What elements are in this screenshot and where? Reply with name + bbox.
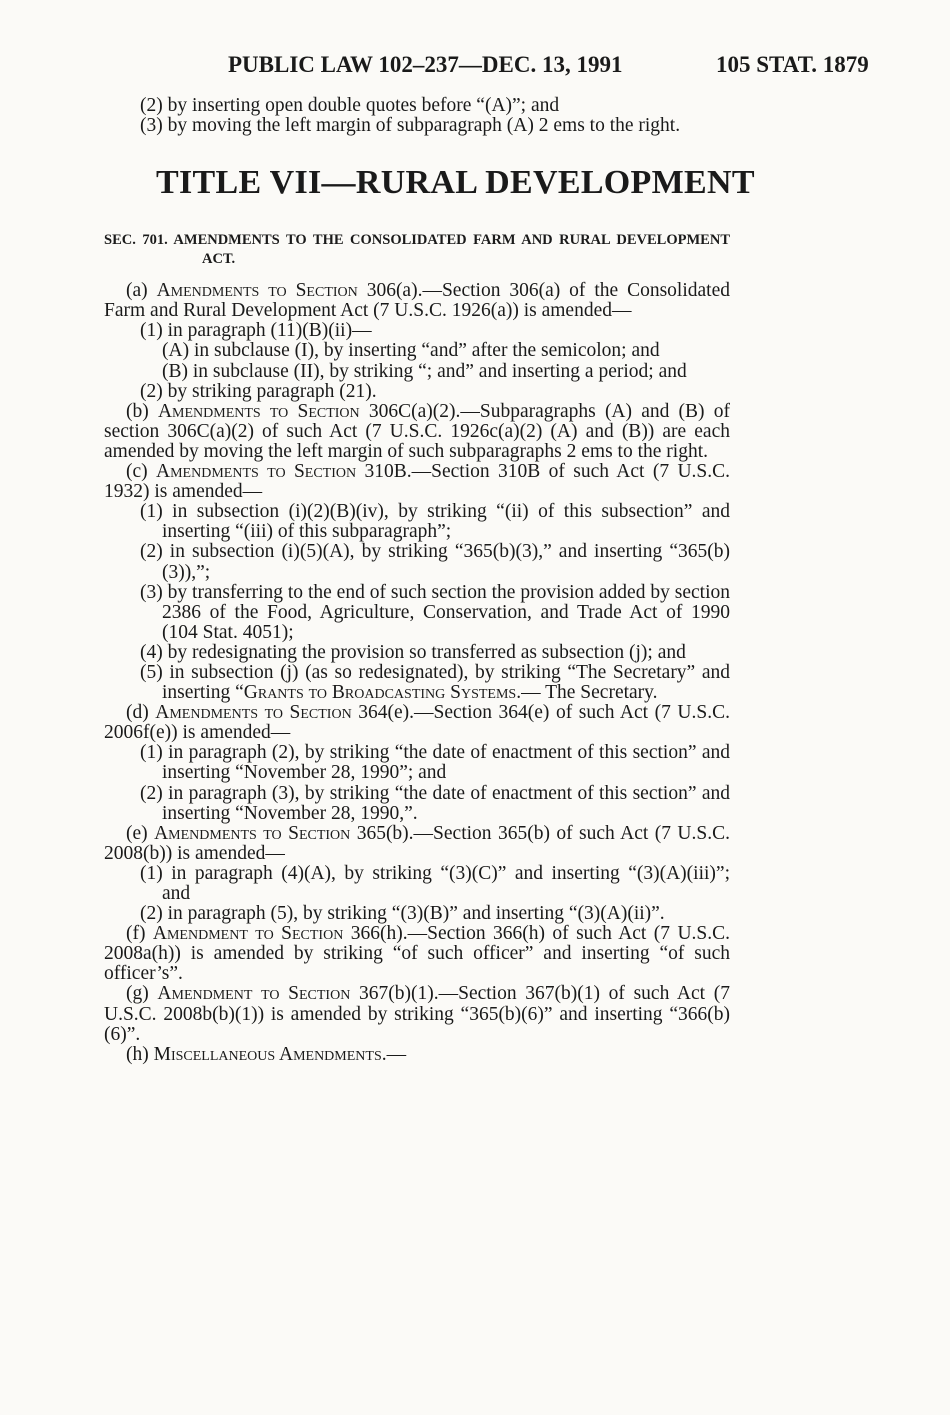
- subsection-b: [104, 402, 730, 462]
- subsection-e-label: (e): [126, 822, 155, 844]
- subsection-c-paragraph-3: (3) by transferring to the end of such section the provision added by section 2386 of the Food, Agriculture, Conservation, and Trade Act of 1990 (104 Stat. 4051);: [140, 581, 730, 643]
- running-head-stat-page: 105 STAT. 1879: [716, 52, 869, 77]
- subsection-g-label: (g): [126, 983, 158, 1005]
- subsection-e-paragraph-2: (2) in paragraph (5), by striking “(3)(B)” and inserting “(3)(A)(ii)”.: [140, 903, 665, 925]
- subsection-d: [104, 703, 730, 743]
- subsection-e-paragraph-1: (1) in paragraph (4)(A), by striking “(3)(C)” and inserting “(3)(A)(iii)”; and: [140, 862, 730, 904]
- subsection-a-label: (a): [126, 280, 157, 302]
- subsection-g: [104, 984, 730, 1044]
- subsection-a-paragraph-1: (1) in paragraph (11)(B)(ii)—: [140, 320, 372, 342]
- subsection-c-paragraph-4: (4) by redesignating the provision so transferred as subsection (j); and: [140, 641, 686, 663]
- subsection-d-paragraph-2: (2) in paragraph (3), by striking “the date of enactment of this section” and inserting “November 28, 1990,”.: [140, 782, 730, 824]
- subsection-b-label: (b): [126, 400, 158, 422]
- paragraph-3-text: (3) by moving the left margin of subparagraph (A) 2 ems to the right.: [140, 115, 681, 137]
- subsection-e-heading: Amendments to Section: [154, 822, 351, 844]
- subsection-g-text: 367(b)(1).—Section 367(b)(1) of such Act (7 U.S.C. 2008b(b)(1)) is amended by striking “365(b)(6)” and inserting “366(b)(6)”.: [104, 983, 731, 1045]
- subsection-f: [104, 924, 730, 984]
- subsection-e: [104, 824, 730, 864]
- subsection-c-paragraph-5-tail: .— The Secretary.: [516, 682, 658, 704]
- title-heading: TITLE VII—RURAL DEVELOPMENT: [156, 164, 755, 202]
- subsection-a-subparagraph-A: (A) in subclause (I), by inserting “and” after the semicolon; and: [162, 340, 660, 362]
- paragraph-2-open-quotes: (2) by inserting open double quotes before “(A)”; and: [140, 95, 560, 116]
- subsection-a-text: 306(a).—Section 306(a) of the Consolidated Farm and Rural Development Act (7 U.S.C. 1926(a)) is amended—: [104, 280, 730, 322]
- subsection-h: [104, 1045, 730, 1065]
- subsection-c-label: (c): [126, 461, 157, 483]
- subsection-f-label: (f): [126, 923, 153, 945]
- section-701-heading: SEC. 701. AMENDMENTS TO THE CONSOLIDATED FARM AND RURAL DEVELOPMENT ACT.: [104, 232, 730, 268]
- subsection-d-heading: Amendments to Section: [155, 702, 352, 724]
- subsection-c-text: 310B.—Section 310B of such Act (7 U.S.C. 1932) is amended—: [104, 461, 730, 503]
- subsection-h-text: .—: [381, 1043, 407, 1065]
- subsection-c-paragraph-5: [104, 663, 730, 703]
- subsection-c-paragraph-2: (2) in subsection (i)(5)(A), by striking “365(b)(3),” and inserting “365(b)(3)),”;: [140, 541, 730, 583]
- running-head-citation: PUBLIC LAW 102–237—DEC. 13, 1991: [228, 52, 623, 77]
- subsection-g-heading: Amendment to Section: [157, 983, 351, 1005]
- subsection-f-heading: Amendment to Section: [152, 923, 344, 945]
- subsection-b-heading: Amendments to Section: [157, 400, 360, 422]
- subsection-a: [104, 281, 730, 321]
- subsection-b-text: 306C(a)(2).—Subparagraphs (A) and (B) of section 306C(a)(2) of such Act (7 U.S.C. 1926c(a)(2) (A) and (B)) are each amended by moving the left margin of such subparagraphs 2 ems to the right.: [104, 400, 730, 462]
- subsection-h-label: (h): [126, 1043, 154, 1065]
- subsection-c-paragraph-5-text: (5) in subsection (j) (as so redesignated), by striking “The Secretary” and inserting “: [140, 661, 730, 704]
- subsection-c-heading: Amendments to Section: [156, 461, 357, 483]
- subsection-e-text: 365(b).—Section 365(b) of such Act (7 U.S.C. 2008(b)) is amended—: [104, 822, 730, 864]
- subsection-h-heading: Miscellaneous Amendments: [153, 1043, 382, 1065]
- subsection-c-paragraph-1: (1) in subsection (i)(2)(B)(iv), by striking “(ii) of this subsection” and inserting “(iii) of this subparagraph”;: [140, 501, 730, 543]
- paragraph-3-left-margin: [104, 116, 730, 136]
- subsection-d-paragraph-1: (1) in paragraph (2), by striking “the date of enactment of this section” and inserting “November 28, 1990”; and: [140, 742, 730, 784]
- subsection-d-label: (d): [126, 702, 156, 724]
- subsection-c-paragraph-5-heading: Grants to Broadcasting Systems: [243, 682, 517, 704]
- subsection-f-text: 366(h).—Section 366(h) of such Act (7 U.S.C. 2008a(h)) is amended by striking “of such officer” and inserting “of such officer’s”.: [104, 923, 730, 985]
- subsection-c: [104, 462, 730, 502]
- page-body: [104, 95, 755, 1065]
- subsection-d-text: 364(e).—Section 364(e) of such Act (7 U.S.C. 2006f(e)) is amended—: [104, 702, 730, 744]
- subsection-a-heading: Amendments to Section: [156, 280, 358, 302]
- subsection-a-subparagraph-B: (B) in subclause (II), by striking “; and” and inserting a period; and: [162, 360, 687, 382]
- subsection-a-paragraph-2: (2) by striking paragraph (21).: [140, 380, 377, 402]
